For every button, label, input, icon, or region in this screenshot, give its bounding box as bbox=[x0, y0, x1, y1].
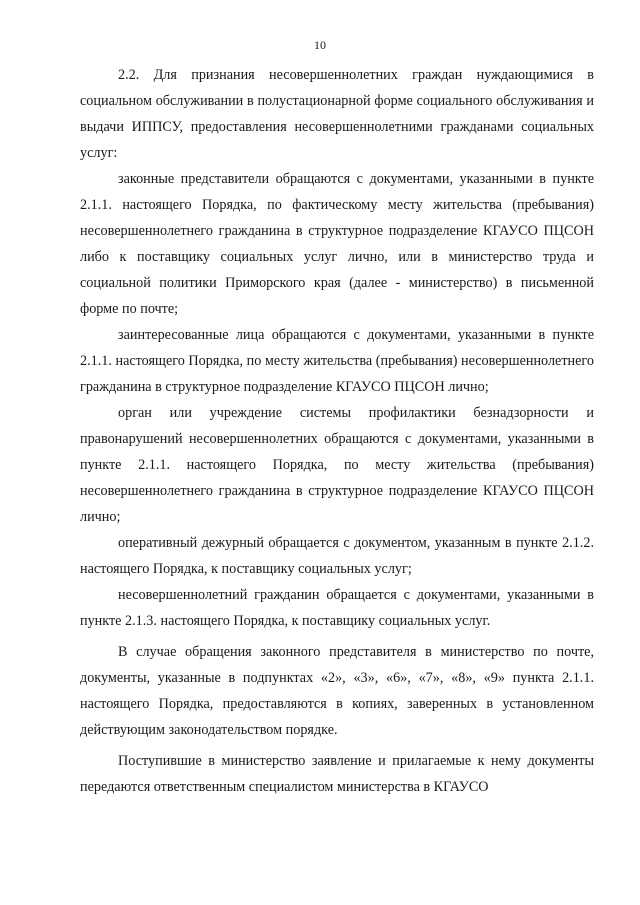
paragraph-interested-persons: заинтересованные лица обращаются с документами, указанными в пункте 2.1.1. настоящего Порядка, по месту жительства (пребывания) несовершеннолетнего гражданина в структурное подразделение КГАУСО ПЦСОН лично; bbox=[80, 327, 594, 395]
paragraph-prevention-bodies: орган или учреждение системы профилактики безнадзорности и правонарушений несовершеннолетних обращаются с документами, указанными в пункте 2.1.1. настоящего Порядка, по месту жительства (пребывания) несовершеннолетнего гражданина в структурное подразделение КГАУСО ПЦСОН лично; bbox=[80, 405, 594, 525]
paragraph-postal-submission: В случае обращения законного представителя в министерство по почте, документы, указанные в подпунктах «2», «3», «6», «7», «8», «9» пункта 2.1.1. настоящего Порядка, предоставляются в копиях, заверенных в установленном действующим законодательством порядке. bbox=[80, 644, 594, 738]
page-number: 10 bbox=[314, 38, 326, 52]
paragraph-legal-representatives: законные представители обращаются с документами, указанными в пункте 2.1.1. настоящего Порядка, по фактическому месту жительства (пребывания) несовершеннолетнего гражданина в структурное подразделение КГАУСО ПЦСОН либо к поставщику социальных услуг лично, или в министерство труда и социальной политики Приморского края (далее - министерство) в письменной форме по почте; bbox=[80, 171, 594, 317]
document-body bbox=[80, 62, 594, 800]
paragraph-duty-officer: оперативный дежурный обращается с документом, указанным в пункте 2.1.2. настоящего Порядка, к поставщику социальных услуг; bbox=[80, 535, 594, 577]
paragraph-2-2: 2.2. Для признания несовершеннолетних граждан нуждающимися в социальном обслуживании в полустационарной форме социального обслуживания и выдачи ИППСУ, предоставления несовершеннолетними гражданами социальных услуг: bbox=[80, 67, 594, 161]
paragraph-document-transfer: Поступившие в министерство заявление и прилагаемые к нему документы передаются ответственным специалистом министерства в КГАУСО bbox=[80, 753, 594, 795]
paragraph-minor-citizen: несовершеннолетний гражданин обращается с документами, указанными в пункте 2.1.3. настоящего Порядка, к поставщику социальных услуг. bbox=[80, 587, 594, 629]
